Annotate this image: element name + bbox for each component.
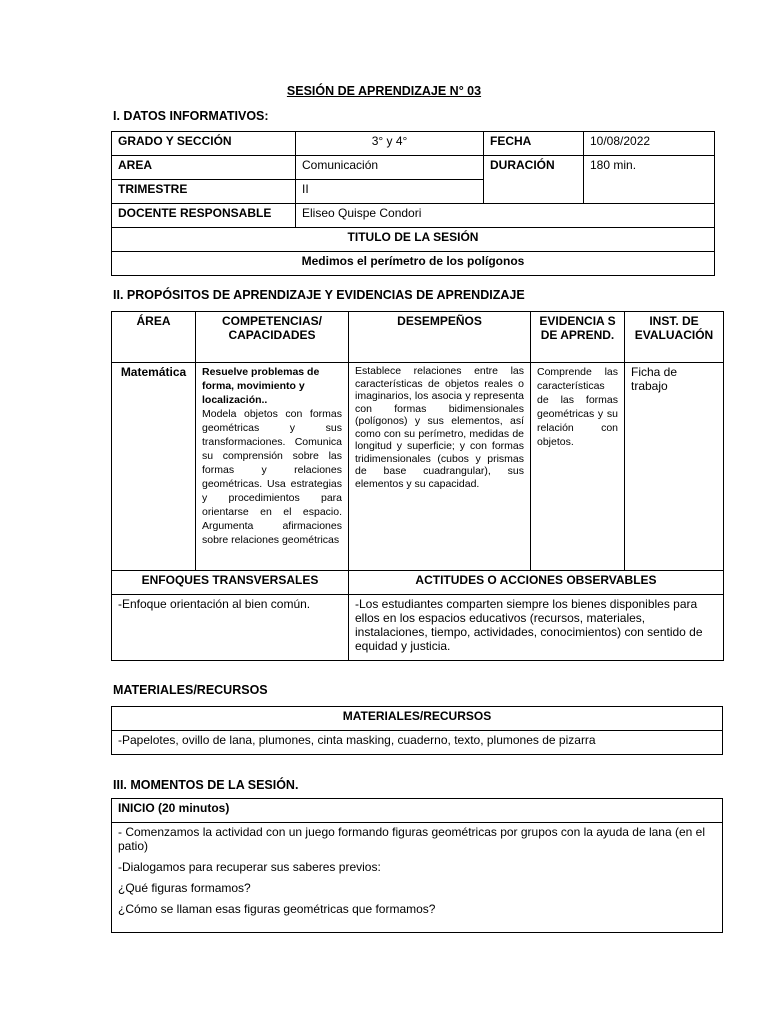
inicio-line: - Comenzamos la actividad con un juego formando figuras geométricas por grupos con la ayuda de lana (en el patio)	[118, 825, 706, 853]
trimestre-label: TRIMESTRE	[112, 180, 296, 204]
page-title: SESIÓN DE APRENDIZAJE N° 03	[286, 84, 482, 98]
area-cell: Matemática	[112, 363, 196, 571]
momentos-table	[111, 798, 723, 933]
grado-value: 3° y 4°	[296, 132, 484, 156]
header-area: ÁREA	[112, 312, 196, 363]
actitud-cell: -Los estudiantes comparten siempre los bienes disponibles para ellos en los espacios educativos (recursos, materiales, instalaciones, tiempo, actividades, conocimientos) con sentido de equidad y justicia.	[349, 595, 724, 661]
fecha-label: FECHA	[484, 132, 584, 156]
docente-value: Eliseo Quispe Condori	[296, 204, 715, 228]
section-heading-momentos: III. MOMENTOS DE LA SESIÓN.	[113, 778, 299, 792]
desempenos-cell: Establece relaciones entre las características de objetos reales o imaginarios, los asocia y representa con formas bidimensionales (polígonos) y sus elementos, así como con su perímetro, medidas de longitud y superficie; y con formas tridimensionales (cubos y prismas de base cuadrangular), sus elementos y su capacidad.	[349, 363, 531, 571]
duracion-label: DURACIÓN	[484, 156, 584, 204]
header-evidencias: EVIDENCIA S DE APREND.	[531, 312, 625, 363]
enfoques-header: ENFOQUES TRANSVERSALES	[112, 571, 349, 595]
section-heading-materiales: MATERIALES/RECURSOS	[113, 683, 268, 697]
materiales-header: MATERIALES/RECURSOS	[112, 707, 723, 731]
evidencias-cell: Comprende las características de las formas geométricas y su relación con objetos.	[531, 363, 625, 571]
header-instrumento: INST. DE EVALUACIÓN	[625, 312, 724, 363]
capacidades-text: Modela objetos con formas geométricas y sus transformaciones. Comunica su comprensión sobre las formas y relaciones geométricas. Usa estrategias y procedimientos para orientarse en el espacio. Argumenta afirmaciones sobre relaciones geométricas	[202, 408, 342, 546]
inicio-content	[112, 823, 723, 933]
duracion-value: 180 min.	[584, 156, 715, 204]
inicio-line: ¿Qué figuras formamos?	[118, 881, 251, 895]
materiales-value: -Papelotes, ovillo de lana, plumones, cinta masking, cuaderno, texto, plumones de pizarra	[112, 731, 723, 755]
area-label: AREA	[112, 156, 296, 180]
area-value: Comunicación	[296, 156, 484, 180]
trimestre-value: II	[296, 180, 484, 204]
propositos-table	[111, 311, 724, 661]
titulo-label: TITULO DE LA SESIÓN	[112, 228, 715, 252]
titulo-value: Medimos el perímetro de los polígonos	[112, 252, 715, 276]
instrumento-cell: Ficha de trabajo	[625, 363, 724, 571]
inicio-line: -Dialogamos para recuperar sus saberes previos:	[118, 860, 381, 874]
inicio-header: INICIO (20 minutos)	[112, 799, 723, 823]
grado-label: GRADO Y SECCIÓN	[112, 132, 296, 156]
header-competencias: COMPETENCIAS/ CAPACIDADES	[196, 312, 349, 363]
datos-informativos-table	[111, 131, 715, 276]
section-heading-datos: I. DATOS INFORMATIVOS:	[113, 109, 269, 123]
actitudes-header: ACTITUDES O ACCIONES OBSERVABLES	[349, 571, 724, 595]
section-heading-propositos: II. PROPÓSITOS DE APRENDIZAJE Y EVIDENCIAS DE APRENDIZAJE	[113, 288, 525, 302]
header-desempenos: DESEMPEÑOS	[349, 312, 531, 363]
enfoque-cell: -Enfoque orientación al bien común.	[112, 595, 349, 661]
competencia-title: Resuelve problemas de forma, movimiento y localización..	[202, 366, 320, 406]
materiales-table	[111, 706, 723, 755]
fecha-value: 10/08/2022	[584, 132, 715, 156]
inicio-line: ¿Cómo se llaman esas figuras geométricas que formamos?	[118, 902, 436, 916]
docente-label: DOCENTE RESPONSABLE	[112, 204, 296, 228]
competencias-cell	[196, 363, 349, 571]
